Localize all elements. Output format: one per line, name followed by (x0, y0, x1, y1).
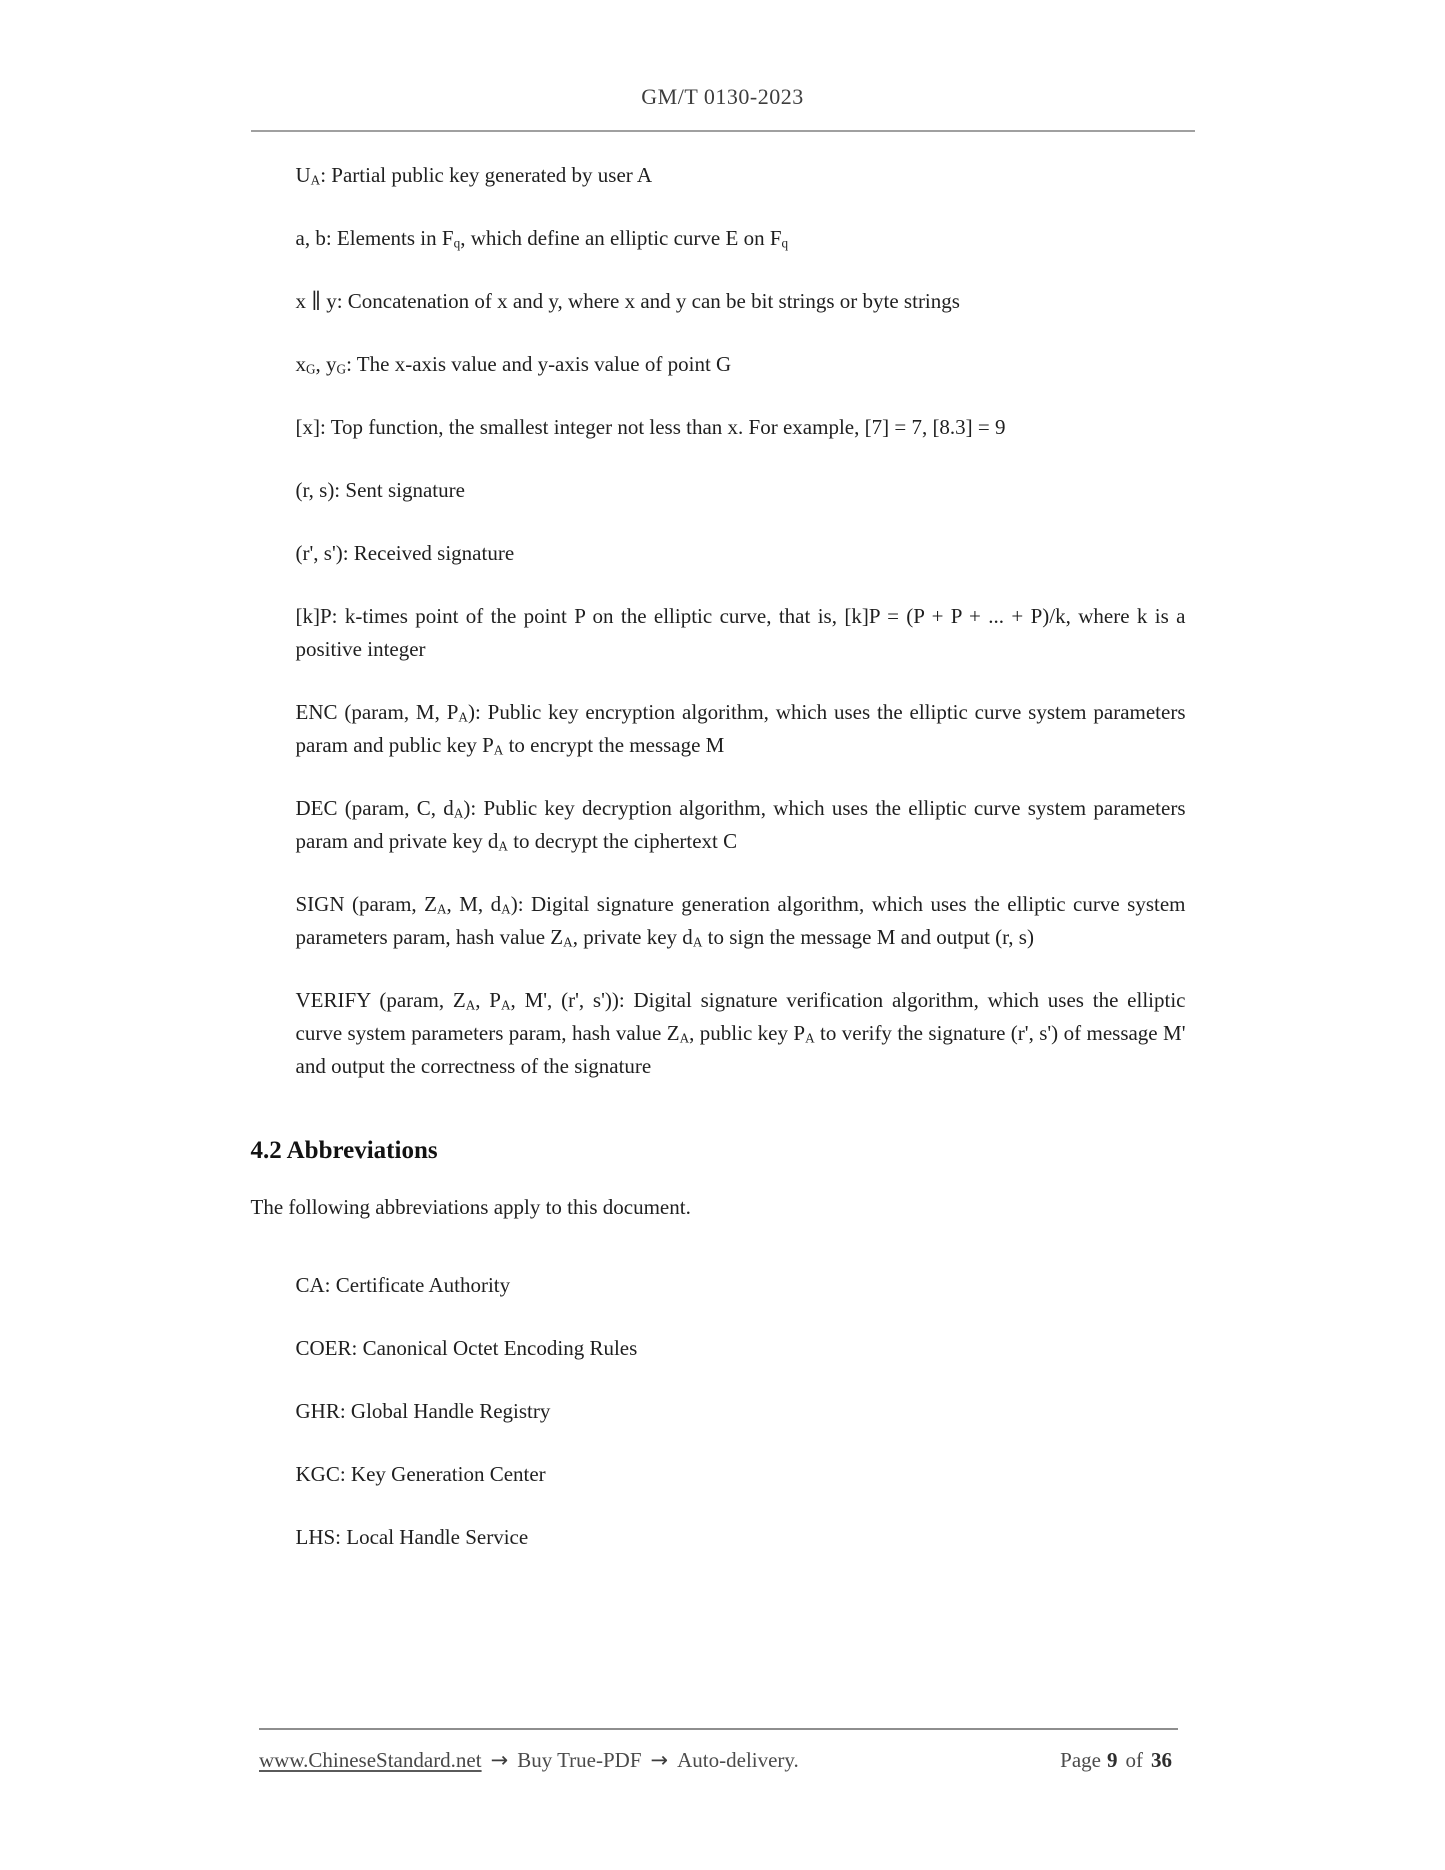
doc-number: GM/T 0130-2023 (641, 84, 804, 109)
abbreviation-item: CA: Certificate Authority (295, 1273, 511, 1297)
footer-link[interactable]: www.ChineseStandard.net (259, 1748, 482, 1772)
definition-paragraph: $x_G$, $y_G$: The x-axis value and y-axis value of point G (295, 352, 732, 377)
page-content (251, 0, 1195, 1554)
abbreviation-item: GHR: Global Handle Registry (295, 1399, 551, 1423)
definition-paragraph: $U_A$: Partial public key generated by user A (295, 163, 653, 188)
header-rule (251, 130, 1195, 132)
abbreviation-item: COER: Canonical Octet Encoding Rules (295, 1336, 638, 1360)
abbreviation-list (251, 1269, 1195, 1554)
footer-left (259, 1745, 799, 1776)
page-indicator (1060, 1745, 1178, 1776)
definition-paragraph: [x]: Top function, the smallest integer not less than x. For example, [7] = 7, [8.3] = 9 (295, 415, 1006, 439)
definition-paragraph: ENC (param, M, $P_A$): Public key encryption algorithm, which uses the elliptic curve system parameters param and public key $P_A$ to encrypt the message M (295, 700, 1186, 758)
page-header (251, 0, 1195, 132)
definition-paragraph: DEC (param, C, $d_A$): Public key decryption algorithm, which uses the elliptic curve system parameters param and private key $d_A$ to decrypt the ciphertext C (295, 796, 1186, 854)
footer-delivery-text: Auto-delivery. (677, 1748, 799, 1772)
definition-paragraph: (r', s'): Received signature (295, 541, 515, 565)
page-number: 9 (1107, 1748, 1118, 1772)
definition-paragraph: VERIFY (param, $Z_A$, $P_A$, M', (r', s')): Digital signature verification algorithm, which uses the elliptic curve system parameters param, hash value $Z_A$, public key $P_A$ to verify the signature (r', s') of message M' and output the correctness of the signature (295, 988, 1186, 1078)
section-intro: The following abbreviations apply to this document. (250, 1195, 691, 1219)
definition-paragraph: (r, s): Sent signature (295, 478, 465, 502)
abbreviation-item: KGC: Key Generation Center (295, 1462, 546, 1486)
right-arrow-icon: → (650, 1748, 669, 1772)
section-heading: 4.2 Abbreviations (250, 1137, 438, 1164)
page-footer (259, 1728, 1178, 1776)
definition-paragraph: [k]P: k-times point of the point P on the elliptic curve, that is, [k]P = (P + P + ... + P)/k, where k is a positive integer (295, 604, 1186, 661)
page-total: 36 (1151, 1748, 1172, 1772)
right-arrow-icon: → (490, 1748, 509, 1772)
abbreviation-item: LHS: Local Handle Service (295, 1525, 529, 1549)
definition-paragraph: x ∥ y: Concatenation of x and y, where x and y can be bit strings or byte strings (295, 289, 960, 313)
definition-paragraph: SIGN (param, $Z_A$, M, $d_A$): Digital signature generation algorithm, which uses the elliptic curve system parameters param, hash value $Z_A$, private key $d_A$ to sign the message M and output (r, s) (295, 892, 1186, 950)
footer-buy-text: Buy True-PDF (517, 1748, 642, 1772)
page-label: Page (1060, 1748, 1101, 1772)
definition-paragraph: a, b: Elements in $F_q$, which define an elliptic curve E on $F_q$ (295, 226, 789, 251)
page-of-label: of (1125, 1748, 1143, 1772)
